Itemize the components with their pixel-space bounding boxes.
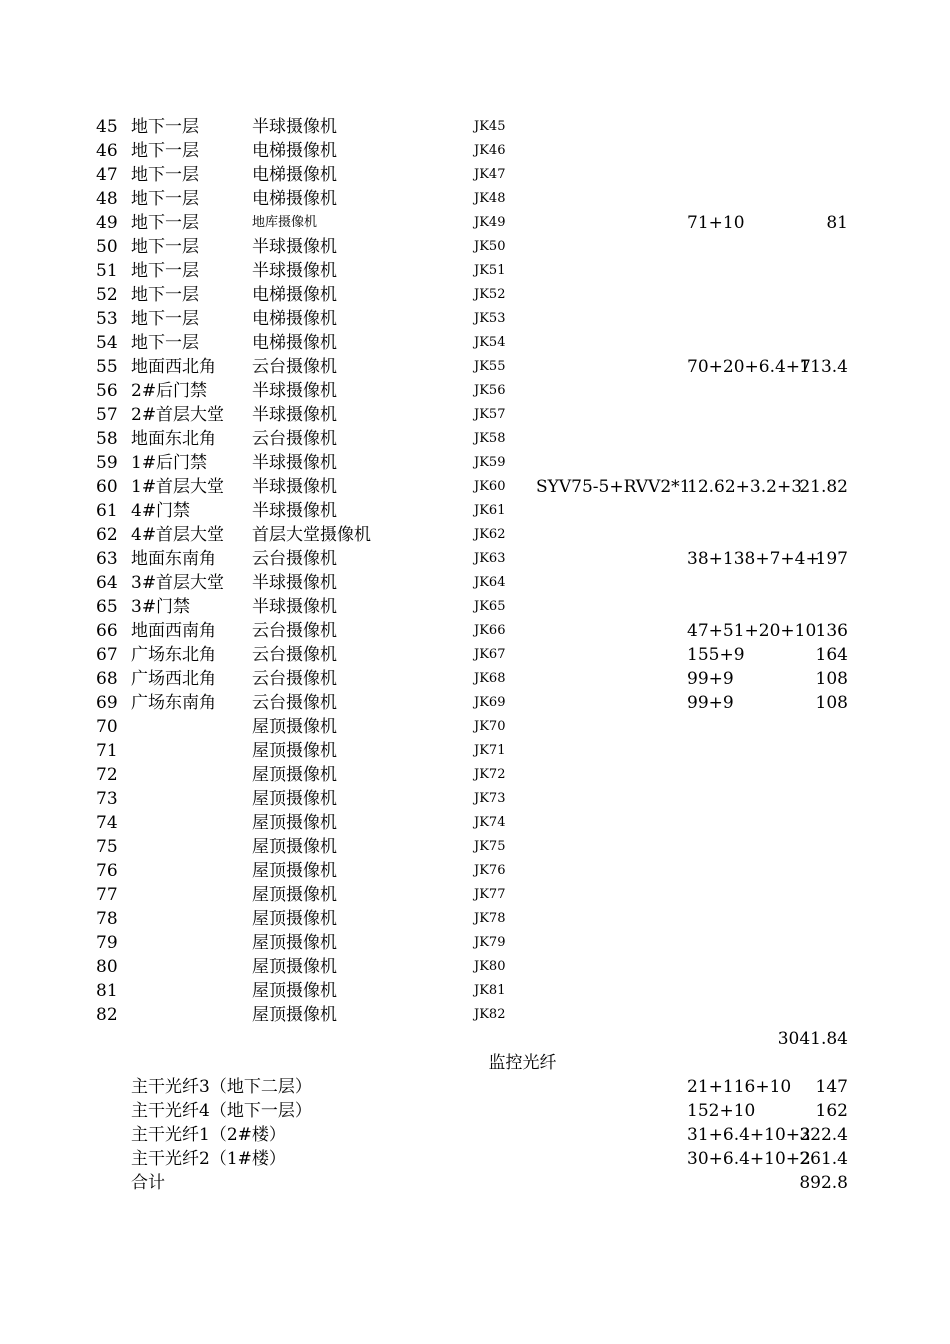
length-formula-cell: 70+20+6.4+7 xyxy=(687,357,811,377)
camera-code-cell: JK53 xyxy=(474,311,506,326)
location-cell: 广场东北角 xyxy=(131,645,216,665)
row-number: 78 xyxy=(96,909,118,929)
row-number: 47 xyxy=(96,165,118,185)
length-total-cell: 108 xyxy=(815,669,848,689)
camera-code-cell: JK45 xyxy=(474,119,506,134)
row-number: 48 xyxy=(96,189,118,209)
length-total-cell: 81 xyxy=(826,213,848,233)
table-row xyxy=(0,523,950,547)
row-number: 81 xyxy=(96,981,118,1001)
table-row xyxy=(0,955,950,979)
location-cell: 地下一层 xyxy=(131,189,199,209)
location-cell: 4#首层大堂 xyxy=(131,525,225,545)
camera-type-cell: 屋顶摄像机 xyxy=(252,813,337,833)
camera-type-cell: 电梯摄像机 xyxy=(252,285,337,305)
row-number: 65 xyxy=(96,597,118,617)
length-formula-cell: 155+9 xyxy=(687,645,745,665)
table-row xyxy=(0,211,950,235)
table-row xyxy=(0,283,950,307)
length-total-cell: 113.4 xyxy=(799,357,848,377)
camera-type-cell: 电梯摄像机 xyxy=(252,165,337,185)
camera-code-cell: JK73 xyxy=(474,791,506,806)
table-row xyxy=(0,715,950,739)
row-number: 69 xyxy=(96,693,118,713)
camera-code-cell: JK60 xyxy=(474,479,506,494)
row-number: 55 xyxy=(96,357,118,377)
fiber-formula-cell: 31+6.4+10+2 xyxy=(687,1125,811,1145)
fiber-heading: 监控光纤 xyxy=(488,1053,557,1073)
camera-type-cell: 屋顶摄像机 xyxy=(252,981,337,1001)
camera-type-cell: 屋顶摄像机 xyxy=(252,933,337,953)
length-total-cell: 136 xyxy=(815,621,848,641)
location-cell: 1#首层大堂 xyxy=(131,477,225,497)
camera-type-cell: 半球摄像机 xyxy=(252,237,337,257)
length-total-cell: 164 xyxy=(815,645,848,665)
table-row xyxy=(0,331,950,355)
length-formula-cell: 47+51+20+10 xyxy=(687,621,817,641)
location-cell: 地面东北角 xyxy=(131,429,216,449)
location-cell: 地下一层 xyxy=(131,117,199,137)
table-row xyxy=(0,619,950,643)
table-row xyxy=(0,187,950,211)
camera-code-cell: JK50 xyxy=(474,239,506,254)
fiber-row xyxy=(0,1147,950,1171)
camera-code-cell: JK71 xyxy=(474,743,506,758)
table-row xyxy=(0,355,950,379)
camera-code-cell: JK74 xyxy=(474,815,506,830)
location-cell: 4#门禁 xyxy=(131,501,191,521)
camera-type-cell: 云台摄像机 xyxy=(252,357,337,377)
camera-code-cell: JK47 xyxy=(474,167,506,182)
location-cell: 地下一层 xyxy=(131,309,199,329)
table-row xyxy=(0,427,950,451)
location-cell: 地面东南角 xyxy=(131,549,216,569)
camera-type-cell: 半球摄像机 xyxy=(252,405,337,425)
table-row xyxy=(0,139,950,163)
row-number: 53 xyxy=(96,309,118,329)
fiber-row xyxy=(0,1123,950,1147)
fiber-name-cell: 主干光纤4（地下一层） xyxy=(131,1101,312,1121)
camera-type-cell: 屋顶摄像机 xyxy=(252,1005,337,1025)
row-number: 46 xyxy=(96,141,118,161)
camera-type-cell: 电梯摄像机 xyxy=(252,309,337,329)
fiber-row xyxy=(0,1171,950,1195)
fiber-row xyxy=(0,1099,950,1123)
table-row xyxy=(0,979,950,1003)
location-cell: 地下一层 xyxy=(131,285,199,305)
row-number: 71 xyxy=(96,741,118,761)
row-number: 73 xyxy=(96,789,118,809)
table-row xyxy=(0,403,950,427)
camera-code-cell: JK79 xyxy=(474,935,506,950)
table-row xyxy=(0,451,950,475)
fiber-table xyxy=(0,1075,950,1195)
location-cell: 地下一层 xyxy=(131,213,199,233)
length-total-cell: 108 xyxy=(815,693,848,713)
row-number: 77 xyxy=(96,885,118,905)
camera-code-cell: JK78 xyxy=(474,911,506,926)
table-row xyxy=(0,1003,950,1027)
row-number: 68 xyxy=(96,669,118,689)
camera-type-cell: 云台摄像机 xyxy=(252,549,337,569)
camera-type-cell: 云台摄像机 xyxy=(252,621,337,641)
camera-type-cell: 屋顶摄像机 xyxy=(252,741,337,761)
fiber-row xyxy=(0,1075,950,1099)
row-number: 76 xyxy=(96,861,118,881)
camera-type-cell: 首层大堂摄像机 xyxy=(252,525,371,545)
row-number: 49 xyxy=(96,213,118,233)
row-number: 59 xyxy=(96,453,118,473)
camera-type-cell: 屋顶摄像机 xyxy=(252,861,337,881)
camera-type-cell: 电梯摄像机 xyxy=(252,333,337,353)
table-row xyxy=(0,931,950,955)
camera-code-cell: JK65 xyxy=(474,599,506,614)
table-row xyxy=(0,259,950,283)
table-row xyxy=(0,883,950,907)
location-cell: 地下一层 xyxy=(131,261,199,281)
row-number: 52 xyxy=(96,285,118,305)
row-number: 74 xyxy=(96,813,118,833)
camera-type-cell: 云台摄像机 xyxy=(252,645,337,665)
camera-type-cell: 屋顶摄像机 xyxy=(252,789,337,809)
table-row xyxy=(0,475,950,499)
spreadsheet-page xyxy=(0,115,950,1195)
row-number: 54 xyxy=(96,333,118,353)
camera-type-cell: 电梯摄像机 xyxy=(252,189,337,209)
length-formula-cell: 38+138+7+4+ xyxy=(687,549,820,569)
location-cell: 地下一层 xyxy=(131,165,199,185)
row-number: 57 xyxy=(96,405,118,425)
camera-code-cell: JK52 xyxy=(474,287,506,302)
table-row xyxy=(0,835,950,859)
camera-type-cell: 半球摄像机 xyxy=(252,453,337,473)
table-row xyxy=(0,163,950,187)
fiber-name-cell: 主干光纤2（1#楼） xyxy=(131,1149,286,1169)
table-row xyxy=(0,595,950,619)
table-row xyxy=(0,739,950,763)
fiber-total-cell: 162 xyxy=(815,1101,848,1121)
table-row xyxy=(0,763,950,787)
table-row xyxy=(0,667,950,691)
length-formula-cell: 12.62+3.2+3 xyxy=(687,477,803,497)
location-cell: 广场西北角 xyxy=(131,669,216,689)
camera-code-cell: JK49 xyxy=(474,215,506,230)
row-number: 58 xyxy=(96,429,118,449)
camera-code-cell: JK63 xyxy=(474,551,506,566)
camera-type-cell: 屋顶摄像机 xyxy=(252,837,337,857)
camera-code-cell: JK69 xyxy=(474,695,506,710)
row-number: 51 xyxy=(96,261,118,281)
fiber-total-cell: 322.4 xyxy=(799,1125,848,1145)
row-number: 60 xyxy=(96,477,118,497)
table-row xyxy=(0,379,950,403)
table-row xyxy=(0,307,950,331)
camera-code-cell: JK82 xyxy=(474,1007,506,1022)
row-number: 63 xyxy=(96,549,118,569)
row-number: 70 xyxy=(96,717,118,737)
fiber-heading-row xyxy=(0,1051,950,1075)
location-cell: 3#门禁 xyxy=(131,597,191,617)
camera-code-cell: JK66 xyxy=(474,623,506,638)
camera-type-cell: 屋顶摄像机 xyxy=(252,765,337,785)
camera-code-cell: JK56 xyxy=(474,383,506,398)
location-cell: 1#后门禁 xyxy=(131,453,208,473)
table-row xyxy=(0,787,950,811)
row-number: 64 xyxy=(96,573,118,593)
fiber-formula-cell: 30+6.4+10+2 xyxy=(687,1149,811,1169)
row-number: 61 xyxy=(96,501,118,521)
camera-sum-value: 3041.84 xyxy=(777,1029,848,1049)
camera-type-cell: 半球摄像机 xyxy=(252,597,337,617)
table-row xyxy=(0,643,950,667)
camera-code-cell: JK58 xyxy=(474,431,506,446)
fiber-formula-cell: 152+10 xyxy=(687,1101,756,1121)
table-row xyxy=(0,907,950,931)
fiber-name-cell: 合计 xyxy=(131,1173,165,1193)
location-cell: 地下一层 xyxy=(131,237,199,257)
camera-type-cell: 半球摄像机 xyxy=(252,477,337,497)
camera-type-cell: 屋顶摄像机 xyxy=(252,909,337,929)
camera-code-cell: JK55 xyxy=(474,359,506,374)
length-formula-cell: 99+9 xyxy=(687,693,734,713)
location-cell: 3#首层大堂 xyxy=(131,573,225,593)
row-number: 75 xyxy=(96,837,118,857)
camera-code-cell: JK70 xyxy=(474,719,506,734)
camera-code-cell: JK77 xyxy=(474,887,506,902)
cable-spec-cell: SYV75-5+RVV2*1 xyxy=(536,477,691,497)
camera-code-cell: JK64 xyxy=(474,575,506,590)
camera-sum-row xyxy=(0,1027,950,1051)
location-cell: 地面西北角 xyxy=(131,357,216,377)
table-row xyxy=(0,811,950,835)
table-row xyxy=(0,499,950,523)
camera-type-cell: 半球摄像机 xyxy=(252,117,337,137)
camera-code-cell: JK48 xyxy=(474,191,506,206)
row-number: 66 xyxy=(96,621,118,641)
camera-table xyxy=(0,115,950,1027)
camera-code-cell: JK72 xyxy=(474,767,506,782)
fiber-total-cell: 261.4 xyxy=(799,1149,848,1169)
camera-type-cell: 半球摄像机 xyxy=(252,381,337,401)
camera-type-cell: 屋顶摄像机 xyxy=(252,717,337,737)
length-formula-cell: 71+10 xyxy=(687,213,745,233)
camera-code-cell: JK59 xyxy=(474,455,506,470)
camera-code-cell: JK76 xyxy=(474,863,506,878)
camera-code-cell: JK57 xyxy=(474,407,506,422)
location-cell: 地下一层 xyxy=(131,333,199,353)
fiber-name-cell: 主干光纤3（地下二层） xyxy=(131,1077,312,1097)
length-total-cell: 21.82 xyxy=(799,477,848,497)
length-formula-cell: 99+9 xyxy=(687,669,734,689)
camera-type-cell: 云台摄像机 xyxy=(252,669,337,689)
row-number: 82 xyxy=(96,1005,118,1025)
row-number: 79 xyxy=(96,933,118,953)
table-row xyxy=(0,235,950,259)
location-cell: 地下一层 xyxy=(131,141,199,161)
camera-type-cell: 半球摄像机 xyxy=(252,501,337,521)
row-number: 56 xyxy=(96,381,118,401)
camera-code-cell: JK67 xyxy=(474,647,506,662)
location-cell: 2#后门禁 xyxy=(131,381,208,401)
row-number: 72 xyxy=(96,765,118,785)
fiber-total-cell: 892.8 xyxy=(799,1173,848,1193)
camera-code-cell: JK54 xyxy=(474,335,506,350)
table-row xyxy=(0,859,950,883)
length-total-cell: 197 xyxy=(815,549,848,569)
table-row xyxy=(0,571,950,595)
camera-code-cell: JK75 xyxy=(474,839,506,854)
camera-type-cell: 屋顶摄像机 xyxy=(252,957,337,977)
table-row xyxy=(0,115,950,139)
camera-type-cell: 电梯摄像机 xyxy=(252,141,337,161)
table-row xyxy=(0,691,950,715)
fiber-total-cell: 147 xyxy=(815,1077,848,1097)
camera-code-cell: JK68 xyxy=(474,671,506,686)
row-number: 67 xyxy=(96,645,118,665)
fiber-name-cell: 主干光纤1（2#楼） xyxy=(131,1125,286,1145)
camera-code-cell: JK46 xyxy=(474,143,506,158)
fiber-formula-cell: 21+116+10 xyxy=(687,1077,792,1097)
camera-code-cell: JK51 xyxy=(474,263,506,278)
table-row xyxy=(0,547,950,571)
location-cell: 广场东南角 xyxy=(131,693,216,713)
location-cell: 2#首层大堂 xyxy=(131,405,225,425)
camera-type-cell: 云台摄像机 xyxy=(252,693,337,713)
camera-type-cell: 屋顶摄像机 xyxy=(252,885,337,905)
location-cell: 地面西南角 xyxy=(131,621,216,641)
camera-code-cell: JK62 xyxy=(474,527,506,542)
row-number: 62 xyxy=(96,525,118,545)
row-number: 50 xyxy=(96,237,118,257)
camera-code-cell: JK81 xyxy=(474,983,506,998)
camera-type-cell: 云台摄像机 xyxy=(252,429,337,449)
camera-code-cell: JK61 xyxy=(474,503,506,518)
camera-code-cell: JK80 xyxy=(474,959,506,974)
camera-type-cell: 半球摄像机 xyxy=(252,573,337,593)
row-number: 80 xyxy=(96,957,118,977)
camera-type-cell: 半球摄像机 xyxy=(252,261,337,281)
row-number: 45 xyxy=(96,117,118,137)
camera-type-cell: 地库摄像机 xyxy=(252,215,318,230)
